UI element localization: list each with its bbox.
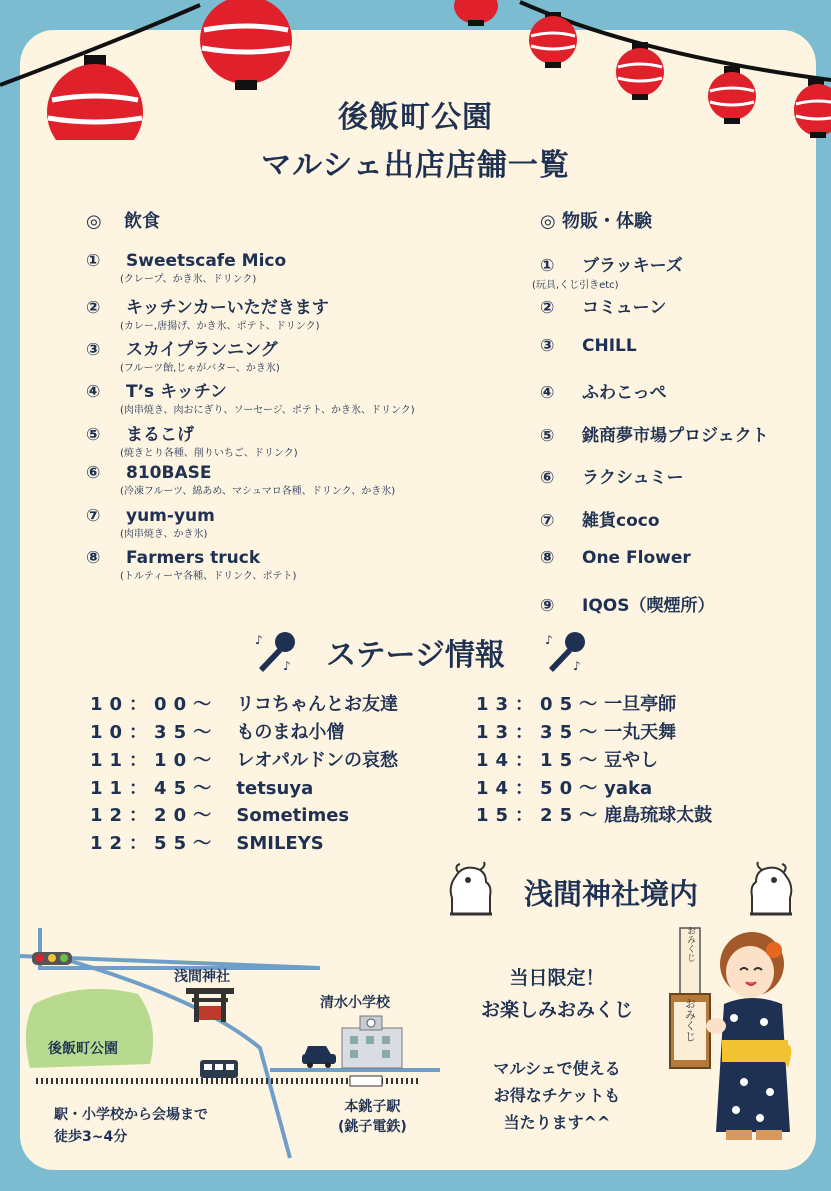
list-item <box>86 506 215 540</box>
komainu-icon <box>742 860 802 920</box>
stage-time: 11：10〜 <box>90 750 219 771</box>
item-number: ⑤ <box>540 426 555 446</box>
item-name: ラクシュミー <box>582 468 684 488</box>
school-building-icon <box>342 1016 402 1068</box>
list-item <box>86 548 296 582</box>
stage-act: yaka <box>604 778 653 799</box>
stage-row <box>476 746 658 772</box>
omikuji-stick-label: おみくじ <box>685 926 695 962</box>
shrine-title: 浅間神社境内 <box>524 877 699 911</box>
stage-row <box>476 718 676 744</box>
item-name: ふわこっぺ <box>582 383 667 403</box>
item-number: ② <box>86 298 101 318</box>
item-name: キッチンカーいただきます <box>126 298 329 318</box>
list-item <box>540 293 666 318</box>
stage-act: レオパルドンの哀愁 <box>236 750 399 771</box>
item-number: ⑤ <box>86 425 101 445</box>
stage-time: 12：20〜 <box>90 805 219 826</box>
stage-act: リコちゃんとお友達 <box>236 694 399 715</box>
ticket-promo <box>462 1055 652 1136</box>
stage-time: 10：00〜 <box>90 694 219 715</box>
item-name: IQOS（喫煙所） <box>582 596 715 616</box>
list-item <box>540 548 691 568</box>
item-number: ⑥ <box>86 463 101 483</box>
list-item <box>540 421 769 446</box>
food-heading <box>86 207 160 233</box>
map-park-label: 後飯町公園 <box>48 1041 118 1057</box>
access-note <box>54 1104 208 1148</box>
access-line: 徒歩3~4分 <box>54 1129 128 1145</box>
stage-row <box>90 829 324 855</box>
item-note: (フルーツ飴,じゃがバター、かき氷) <box>120 363 280 374</box>
item-number: ④ <box>86 382 101 402</box>
item-note: (肉串焼き、かき氷) <box>120 529 208 540</box>
item-name: まるこげ <box>126 425 194 445</box>
item-note: (肉串焼き、肉おにぎり、ソーセージ、ポテト、かき氷、ドリンク) <box>120 405 415 416</box>
stage-row <box>90 690 398 716</box>
item-number: ⑥ <box>540 468 555 488</box>
list-item <box>86 335 280 374</box>
stage-row <box>476 801 712 827</box>
stage-time: 11：45〜 <box>90 778 219 799</box>
traffic-light-icon <box>32 952 72 965</box>
list-item <box>540 506 660 531</box>
list-item <box>540 251 683 276</box>
food-heading-label: 飲食 <box>124 211 160 232</box>
item-name: 810BASE <box>126 463 212 483</box>
stage-row <box>476 774 652 800</box>
map-school-label: 清水小学校 <box>320 995 390 1011</box>
stage-act: 鹿島琉球太鼓 <box>604 805 713 826</box>
lantern-icon <box>454 0 498 26</box>
komainu-icon <box>440 860 500 920</box>
item-number: ③ <box>540 336 555 356</box>
access-line: 駅・小学校から会場まで <box>54 1107 208 1123</box>
item-name: スカイプランニング <box>126 340 278 360</box>
item-number: ① <box>86 251 101 271</box>
promo-line: お得なチケットも <box>493 1086 621 1105</box>
item-name: 雑貨coco <box>582 511 660 531</box>
promo-line: お楽しみおみくじ <box>480 999 633 1021</box>
item-name: One Flower <box>582 548 691 568</box>
omikuji-box-label: おみくじ <box>683 998 697 1042</box>
item-name: ブラッキーズ <box>582 256 683 276</box>
svg-text:♪: ♪ <box>255 633 263 647</box>
item-note: (焼きとり各種、削りいちご、ドリンク) <box>120 448 298 459</box>
item-name: Farmers truck <box>126 548 261 568</box>
item-name: 銚商夢市場プロジェクト <box>582 426 769 446</box>
item-name: Sweetscafe Mico <box>126 251 287 271</box>
stage-row <box>90 746 398 772</box>
item-number: ⑦ <box>540 511 555 531</box>
map-station-label <box>338 1096 407 1136</box>
svg-text:♪: ♪ <box>545 633 553 647</box>
shops-heading: ◎ 物販・体験 <box>540 211 652 232</box>
list-item <box>86 463 395 497</box>
stage-act: ものまね小僧 <box>236 722 345 743</box>
stage-row <box>90 801 349 827</box>
item-note: (カレー,唐揚げ、かき氷、ポテト、ドリンク) <box>120 321 320 332</box>
microphone-icon <box>543 628 591 674</box>
item-number: ② <box>540 298 555 318</box>
stage-row <box>90 718 344 744</box>
item-note: (トルティーヤ各種、ドリンク、ポテト) <box>120 571 297 582</box>
list-item <box>86 251 286 285</box>
stage-time: 15：25〜 <box>476 805 605 826</box>
item-name: CHILL <box>582 336 637 356</box>
list-item <box>540 591 714 616</box>
stage-act: 豆やし <box>604 750 659 771</box>
stage-time: 14：50〜 <box>476 778 605 799</box>
item-name: yum-yum <box>126 506 215 526</box>
item-number: ⑨ <box>540 596 555 616</box>
list-item <box>86 377 415 416</box>
svg-text:♪: ♪ <box>573 659 581 673</box>
item-number: ⑦ <box>86 506 101 526</box>
stage-time: 10：35〜 <box>90 722 219 743</box>
stage-row <box>90 774 313 800</box>
item-number: ⑧ <box>86 548 101 568</box>
station-line: (銚子電鉄) <box>338 1119 407 1135</box>
list-item <box>540 463 684 488</box>
stage-act: SMILEYS <box>236 833 324 854</box>
list-item <box>86 420 298 459</box>
page-subtitle: マルシェ出店店舗一覧 <box>261 148 570 183</box>
stage-time: 14：15〜 <box>476 750 605 771</box>
stage-act: Sometimes <box>236 805 350 826</box>
item-number: ③ <box>86 340 101 360</box>
item-number: ① <box>540 256 555 276</box>
stage-act: 一丸天舞 <box>604 722 677 743</box>
item-note: (クレープ、かき氷、ドリンク) <box>120 274 257 285</box>
stage-time: 12：55〜 <box>90 833 219 854</box>
item-note: (玩具,くじ引きetc) <box>532 280 619 291</box>
station-name: 本銚子駅 <box>344 1099 401 1115</box>
item-name: コミューン <box>582 298 667 318</box>
promo-line: 当たります^^ <box>503 1113 611 1132</box>
map-shrine-label: 浅間神社 <box>174 969 230 985</box>
item-note: (冷凍フルーツ、綿あめ、マシュマロ各種、ドリンク、かき氷) <box>120 486 396 497</box>
yukata-girl-icon <box>660 922 810 1147</box>
stage-time: 13：35〜 <box>476 722 605 743</box>
promo-line: マルシェで使える <box>493 1059 621 1078</box>
list-item <box>540 336 637 356</box>
stage-act: tetsuya <box>236 778 314 799</box>
stage-act: 一旦亭師 <box>604 694 677 715</box>
stage-title: ステージ情報 <box>326 638 505 673</box>
car-icon <box>302 1046 336 1068</box>
svg-text:♪: ♪ <box>283 659 291 673</box>
station-platform-icon <box>350 1076 382 1086</box>
item-number: ⑧ <box>540 548 555 568</box>
food-heading-mark: ◎ <box>86 211 102 232</box>
train-icon <box>200 1060 238 1078</box>
list-item <box>540 378 667 403</box>
lantern-icon <box>200 0 292 90</box>
list-item <box>86 293 329 332</box>
omikuji-promo <box>462 962 652 1026</box>
promo-line: 当日限定！ <box>509 967 605 989</box>
stage-row <box>476 690 676 716</box>
item-name: T’s キッチン <box>126 382 227 402</box>
page-title: 後飯町公園 <box>338 100 493 135</box>
item-number: ④ <box>540 383 555 403</box>
stage-time: 13：05〜 <box>476 694 605 715</box>
